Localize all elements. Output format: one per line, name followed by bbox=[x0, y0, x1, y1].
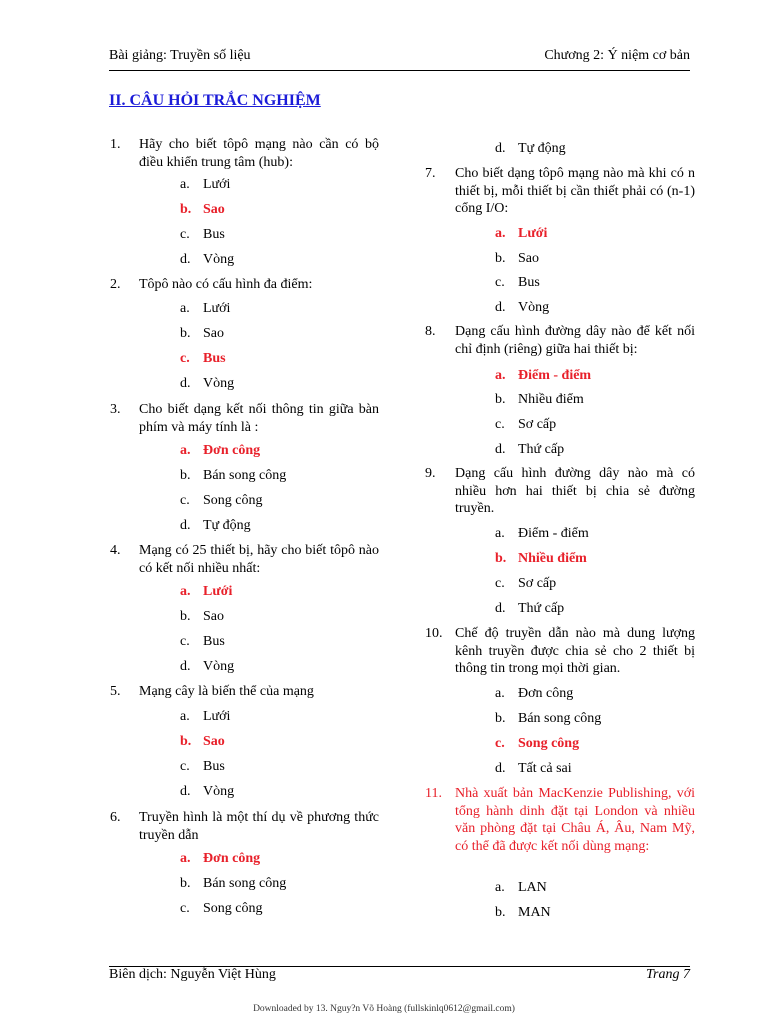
question-text: Dạng cấu hình đường dây nào để kết nối chỉ định (riêng) giữa hai thiết bị: bbox=[455, 324, 695, 357]
option-label: Tất cả sai bbox=[518, 761, 572, 776]
answer-option bbox=[495, 685, 695, 703]
answer-option bbox=[180, 492, 380, 510]
answer-option bbox=[495, 575, 695, 593]
option-letter: d. bbox=[180, 518, 191, 533]
question-text: Hãy cho biết tôpô mạng nào cần có bộ điều khiển trung tâm (hub): bbox=[139, 137, 379, 170]
answer-option-correct bbox=[495, 735, 695, 753]
option-label: Lưới bbox=[203, 177, 231, 192]
question-number: 5. bbox=[110, 684, 121, 699]
option-letter: b. bbox=[495, 392, 506, 407]
option-label: Bán song công bbox=[203, 876, 287, 891]
answer-option-correct bbox=[495, 225, 695, 243]
option-label: Song công bbox=[518, 736, 580, 751]
question-number: 7. bbox=[425, 166, 436, 181]
option-label: Sao bbox=[203, 609, 224, 624]
option-label: Sơ cấp bbox=[518, 576, 557, 591]
option-letter: b. bbox=[180, 734, 192, 749]
option-label: Bus bbox=[518, 275, 540, 290]
option-label: Bus bbox=[203, 351, 226, 366]
answer-option-correct bbox=[495, 367, 695, 385]
answer-option bbox=[495, 904, 695, 922]
option-letter: b. bbox=[180, 876, 191, 891]
answer-option bbox=[180, 375, 380, 393]
answer-option-correct bbox=[495, 550, 695, 568]
option-letter: c. bbox=[180, 493, 190, 508]
option-label: Song công bbox=[203, 901, 263, 916]
option-letter: b. bbox=[180, 202, 192, 217]
option-letter: d. bbox=[180, 659, 191, 674]
answer-option bbox=[180, 251, 380, 269]
answer-option bbox=[180, 325, 380, 343]
option-label: Sơ cấp bbox=[518, 417, 557, 432]
option-letter: b. bbox=[495, 711, 506, 726]
option-label: Điểm - điểm bbox=[518, 526, 589, 541]
option-label: Thứ cấp bbox=[518, 442, 565, 457]
question-number: 6. bbox=[110, 810, 121, 825]
question-number: 11. bbox=[425, 786, 442, 801]
option-label: MAN bbox=[518, 905, 551, 920]
option-letter: d. bbox=[180, 252, 191, 267]
option-label: Thứ cấp bbox=[518, 601, 565, 616]
question-number: 2. bbox=[110, 277, 121, 292]
question-text: Tôpô nào có cấu hình đa điểm: bbox=[139, 277, 313, 292]
question-text: Cho biết dạng kết nối thông tin giữa bàn phím và máy tính là : bbox=[139, 402, 379, 435]
option-label: Song công bbox=[203, 493, 263, 508]
answer-option bbox=[180, 608, 380, 626]
answer-option bbox=[495, 416, 695, 434]
option-label: Vòng bbox=[203, 659, 235, 674]
option-label: Lưới bbox=[203, 709, 231, 724]
option-label: Sao bbox=[518, 251, 539, 266]
answer-option bbox=[495, 140, 695, 158]
answer-option bbox=[495, 299, 695, 317]
option-label: Lưới bbox=[518, 226, 548, 241]
question-number: 4. bbox=[110, 543, 121, 558]
option-label: Bán song công bbox=[203, 468, 287, 483]
answer-option-correct bbox=[180, 733, 380, 751]
option-letter: a. bbox=[180, 709, 190, 724]
answer-option-correct bbox=[180, 442, 380, 460]
footer-page-number: Trang 7 bbox=[646, 967, 690, 982]
option-letter: d. bbox=[495, 442, 506, 457]
option-letter: c. bbox=[180, 351, 190, 366]
answer-option bbox=[180, 467, 380, 485]
option-letter: c. bbox=[495, 576, 505, 591]
option-label: Bus bbox=[203, 227, 225, 242]
option-letter: c. bbox=[180, 634, 190, 649]
option-letter: a. bbox=[495, 880, 505, 895]
question-number: 9. bbox=[425, 466, 436, 481]
answer-option bbox=[495, 391, 695, 409]
option-label: Vòng bbox=[203, 376, 235, 391]
header-course-title: Bài giảng: Truyền số liệu bbox=[109, 48, 251, 63]
option-label: Vòng bbox=[518, 300, 550, 315]
option-letter: d. bbox=[495, 300, 506, 315]
answer-option bbox=[180, 176, 380, 194]
question-number: 8. bbox=[425, 324, 436, 339]
option-label: Sao bbox=[203, 734, 225, 749]
option-label: Vòng bbox=[203, 784, 235, 799]
answer-option bbox=[495, 710, 695, 728]
answer-option bbox=[180, 658, 380, 676]
answer-option bbox=[180, 783, 380, 801]
question-text: Chế độ truyền dẫn nào mà dung lượng kênh truyền được chia sẻ cho 2 thiết bị thông tin trong mọi thời gian. bbox=[455, 626, 695, 676]
footer-translator: Biên dịch: Nguyễn Việt Hùng bbox=[109, 967, 276, 982]
answer-option bbox=[180, 875, 380, 893]
option-letter: a. bbox=[495, 226, 506, 241]
answer-option bbox=[180, 900, 380, 918]
option-label: Đơn công bbox=[203, 851, 261, 866]
answer-option bbox=[180, 633, 380, 651]
answer-option bbox=[180, 226, 380, 244]
question-text: Cho biết dạng tôpô mạng nào mà khi có n thiết bị, mỗi thiết bị cần thiết phải có (n-1) cổng I/O: bbox=[455, 166, 695, 216]
option-letter: b. bbox=[180, 468, 191, 483]
answer-option-correct bbox=[180, 350, 380, 368]
answer-option bbox=[180, 300, 380, 318]
question-text: Dạng cấu hình đường dây nào mà có nhiều hơn hai thiết bị chia sẻ đường truyền. bbox=[455, 466, 695, 516]
option-letter: a. bbox=[495, 686, 505, 701]
header-divider bbox=[109, 70, 690, 71]
answer-option bbox=[495, 760, 695, 778]
answer-option bbox=[495, 274, 695, 292]
option-letter: c. bbox=[180, 759, 190, 774]
answer-option bbox=[495, 525, 695, 543]
option-label: Bán song công bbox=[518, 711, 602, 726]
option-label: Bus bbox=[203, 759, 225, 774]
answer-option bbox=[495, 879, 695, 897]
section-title: II. CÂU HỎI TRẮC NGHIỆM bbox=[109, 92, 321, 109]
answer-option-correct bbox=[180, 201, 380, 219]
option-letter: c. bbox=[180, 227, 190, 242]
option-label: Sao bbox=[203, 326, 224, 341]
download-note: Downloaded by 13. Nguy?n Võ Hoàng (fullskinlq0612@gmail.com) bbox=[253, 1004, 515, 1014]
option-label: Vòng bbox=[203, 252, 235, 267]
option-letter: d. bbox=[495, 601, 506, 616]
option-label: Tự động bbox=[518, 141, 566, 156]
answer-option-correct bbox=[180, 583, 380, 601]
option-letter: d. bbox=[495, 761, 506, 776]
question-text: Truyền hình là một thí dụ về phương thức truyền dẫn bbox=[139, 810, 379, 843]
option-label: Nhiều điểm bbox=[518, 392, 584, 407]
option-letter: d. bbox=[180, 376, 191, 391]
question-text: Mạng cây là biến thể của mạng bbox=[139, 684, 314, 699]
option-label: Nhiều điểm bbox=[518, 551, 587, 566]
option-letter: c. bbox=[180, 901, 190, 916]
option-letter: a. bbox=[180, 443, 191, 458]
option-letter: a. bbox=[495, 526, 505, 541]
option-label: Đơn công bbox=[203, 443, 261, 458]
answer-option bbox=[180, 517, 380, 535]
option-label: Lưới bbox=[203, 301, 231, 316]
option-letter: b. bbox=[180, 326, 191, 341]
question-number: 1. bbox=[110, 137, 121, 152]
option-label: Tự động bbox=[203, 518, 251, 533]
option-letter: a. bbox=[180, 301, 190, 316]
question-text: Mạng có 25 thiết bị, hãy cho biết tôpô nào có kết nối nhiều nhất: bbox=[139, 543, 379, 576]
option-letter: b. bbox=[180, 609, 191, 624]
option-letter: a. bbox=[495, 368, 506, 383]
answer-option bbox=[180, 758, 380, 776]
page-header bbox=[109, 48, 690, 68]
option-letter: d. bbox=[495, 141, 506, 156]
option-letter: a. bbox=[180, 177, 190, 192]
option-label: Sao bbox=[203, 202, 225, 217]
option-label: Điểm - điểm bbox=[518, 368, 592, 383]
option-letter: a. bbox=[180, 584, 191, 599]
answer-option bbox=[495, 600, 695, 618]
option-letter: d. bbox=[180, 784, 191, 799]
option-letter: b. bbox=[495, 551, 507, 566]
option-letter: b. bbox=[495, 905, 506, 920]
option-letter: c. bbox=[495, 417, 505, 432]
question-text: Nhà xuất bản MacKenzie Publishing, với tổng hành dinh đặt tại London và nhiều văn phòng đặt tại Châu Á, Âu, Nam Mỹ, có thể đã được kết nối dùng mạng: bbox=[455, 786, 695, 854]
header-chapter-title: Chương 2: Ý niệm cơ bản bbox=[544, 48, 690, 63]
option-letter: c. bbox=[495, 275, 505, 290]
question-number: 3. bbox=[110, 402, 121, 417]
option-label: LAN bbox=[518, 880, 547, 895]
question-number: 10. bbox=[425, 626, 443, 641]
option-letter: b. bbox=[495, 251, 506, 266]
answer-option bbox=[495, 250, 695, 268]
option-label: Bus bbox=[203, 634, 225, 649]
answer-option bbox=[495, 441, 695, 459]
answer-option-correct bbox=[180, 850, 380, 868]
option-letter: a. bbox=[180, 851, 191, 866]
option-label: Đơn công bbox=[518, 686, 574, 701]
option-letter: c. bbox=[495, 736, 505, 751]
answer-option bbox=[180, 708, 380, 726]
option-label: Lưới bbox=[203, 584, 233, 599]
